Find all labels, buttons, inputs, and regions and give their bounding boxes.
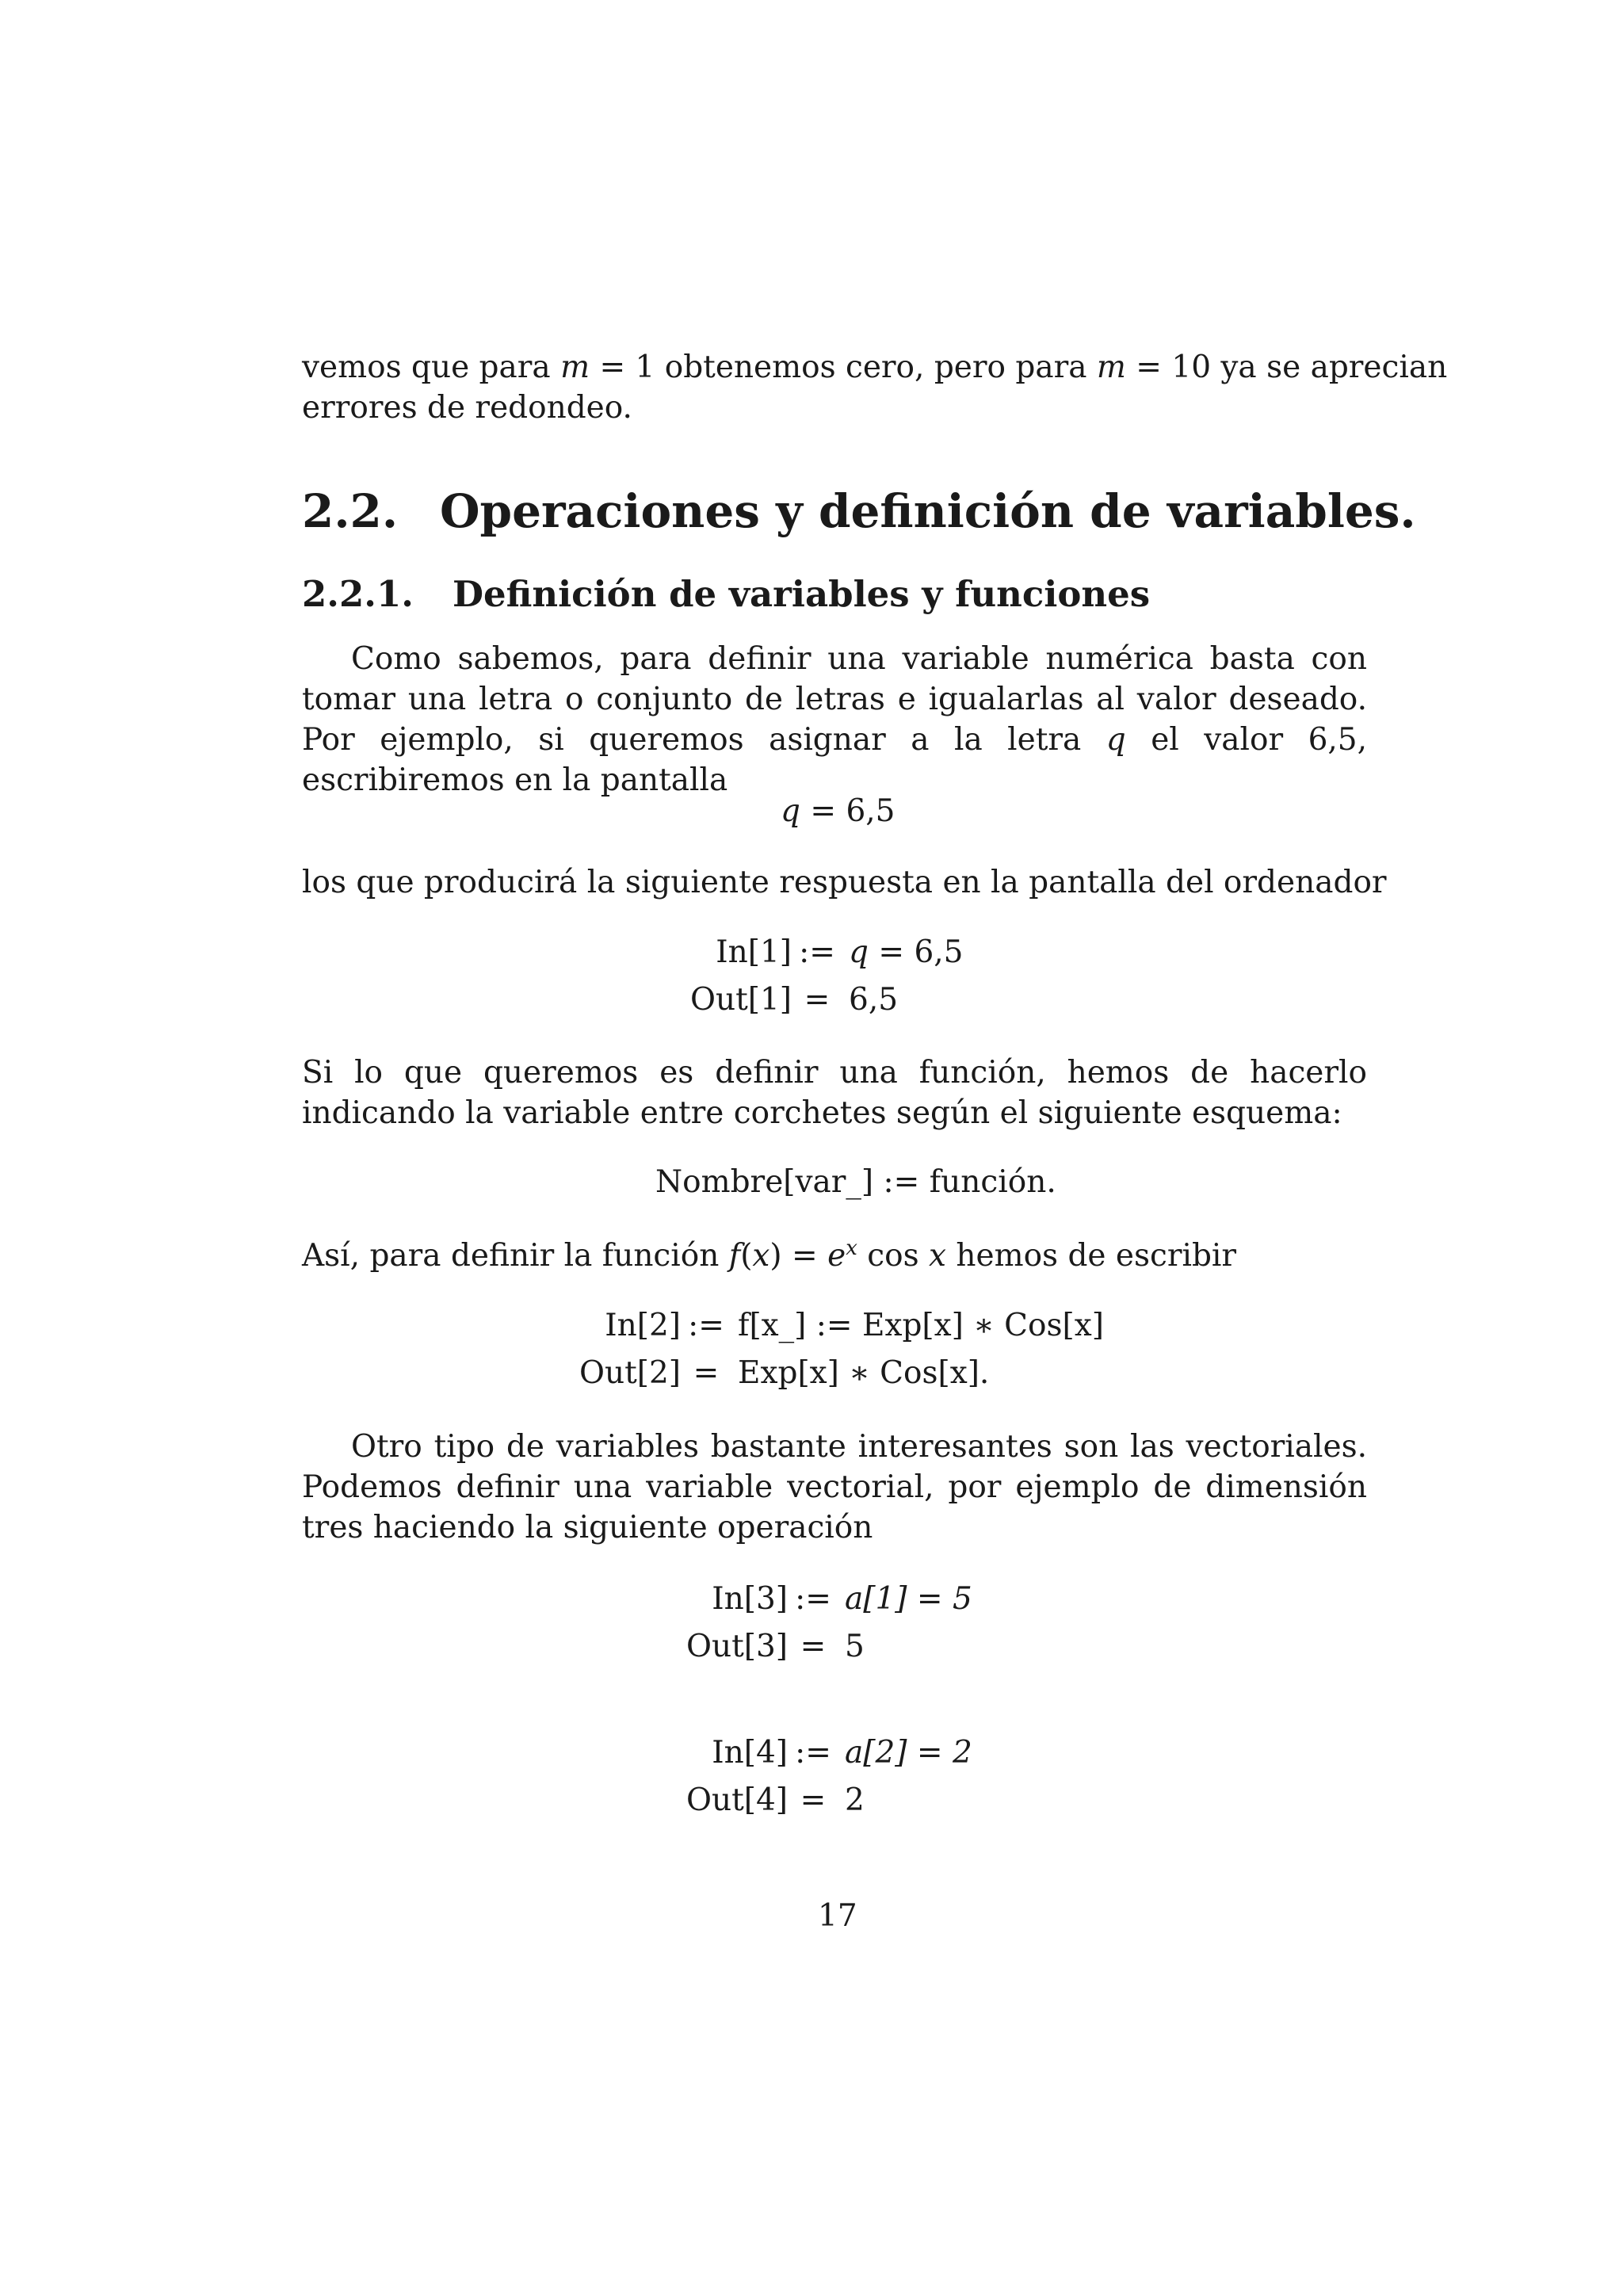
equals-operator: =: [800, 1782, 827, 1818]
io-block-4: [686, 1729, 972, 1824]
math-variable: q: [849, 934, 869, 970]
section-heading: [302, 483, 1416, 539]
input-row: [686, 1729, 972, 1777]
paragraph-response: los que producirá la siguiente respuesta en la pantalla del ordenador: [302, 865, 1387, 900]
input-row: [579, 1302, 1104, 1350]
paragraph-text: hemos de escribir: [946, 1238, 1237, 1274]
math-variable: x: [929, 1238, 946, 1274]
intro-line-1: [302, 347, 1448, 388]
input-row: [686, 1576, 972, 1623]
output-expression: 2: [845, 1782, 865, 1818]
input-expression: a[2] = 2: [845, 1735, 972, 1771]
expression-text: = 6,5: [868, 934, 964, 970]
assign-operator: :=: [795, 1735, 831, 1771]
output-expression: Exp[x] ∗ Cos[x].: [738, 1355, 990, 1391]
paragraph-text: Así, para definir la función: [302, 1238, 729, 1274]
section-number: 2.2.: [302, 484, 399, 538]
math-variable: f: [728, 1238, 741, 1274]
paragraph-variables: [302, 639, 1367, 800]
paragraph-text: Como sabemos, para definir una variable numérica basta con tomar una letra o conjunto de letras e igualarlas al valor deseado. Por ejemplo, si queremos asignar a la letra: [302, 641, 1367, 758]
paragraph-text: el valor 6,5, escribiremos en la pantalla: [302, 722, 1368, 798]
input-expression: a[1] = 5: [845, 1581, 972, 1617]
math-variable: x: [752, 1238, 770, 1274]
assign-operator: :=: [799, 934, 835, 970]
input-label: In[1]: [716, 934, 792, 970]
input-label: In[2]: [605, 1308, 682, 1343]
output-row: [686, 1777, 972, 1824]
input-label: In[4]: [712, 1735, 789, 1771]
intro-line-2: errores de redondeo.: [302, 390, 632, 426]
subsection-title: Definición de variables y funciones: [453, 573, 1151, 615]
intro-text: = 10 ya se aprecian: [1125, 350, 1448, 385]
paragraph-example: [302, 1236, 1367, 1276]
math-symbol: (: [740, 1238, 753, 1274]
page-number: 17: [818, 1898, 857, 1934]
paragraph-vectors: Otro tipo de variables bastante interesantes son las vectoriales. Podemos definir una variable vectorial, por ejemplo de dimensión tres haciendo la siguiente operación: [302, 1429, 1367, 1545]
math-variable: e: [827, 1238, 846, 1274]
io-block-2: [579, 1302, 1104, 1397]
math-variable: m: [560, 350, 590, 385]
assign-operator: :=: [688, 1308, 724, 1343]
intro-text: vemos que para: [302, 350, 561, 385]
output-expression: 5: [845, 1629, 865, 1664]
equation-rhs: = 6,5: [800, 793, 896, 829]
output-expression: 6,5: [849, 982, 899, 1018]
output-row: [579, 1350, 1104, 1397]
input-label: In[3]: [712, 1581, 789, 1617]
math-variable: q: [781, 793, 800, 829]
paragraph-function: Si lo que queremos es definir una función, hemos de hacerlo indicando la variable entre corchetes según el siguiente esquema:: [302, 1055, 1367, 1131]
equals-operator: =: [800, 1629, 827, 1664]
input-expression: [842, 929, 963, 976]
subsection-heading: [302, 572, 1150, 617]
output-label: Out[3]: [686, 1629, 789, 1664]
equals-operator: =: [804, 982, 831, 1018]
math-exponent: x: [846, 1236, 857, 1260]
output-row: [686, 1623, 972, 1671]
display-equation-scheme: Nombre[var_] := función.: [655, 1164, 1056, 1200]
input-row: [690, 929, 963, 976]
output-row: [690, 976, 963, 1024]
io-block-3: [686, 1576, 972, 1671]
equals-operator: =: [693, 1355, 720, 1391]
output-label: Out[1]: [690, 982, 792, 1018]
math-variable: m: [1096, 350, 1126, 385]
subsection-number: 2.2.1.: [302, 573, 414, 615]
section-title: Operaciones y definición de variables.: [440, 484, 1416, 538]
math-variable: q: [1106, 722, 1126, 758]
assign-operator: :=: [795, 1581, 831, 1617]
input-expression: f[x_] := Exp[x] ∗ Cos[x]: [738, 1308, 1104, 1343]
intro-text: = 1 obtenemos cero, pero para: [590, 350, 1097, 385]
output-label: Out[4]: [686, 1782, 789, 1818]
io-block-1: [690, 929, 963, 1024]
math-function: cos: [857, 1238, 929, 1274]
display-equation-q: [781, 791, 895, 831]
math-symbol: ) =: [769, 1238, 828, 1274]
output-label: Out[2]: [579, 1355, 682, 1391]
